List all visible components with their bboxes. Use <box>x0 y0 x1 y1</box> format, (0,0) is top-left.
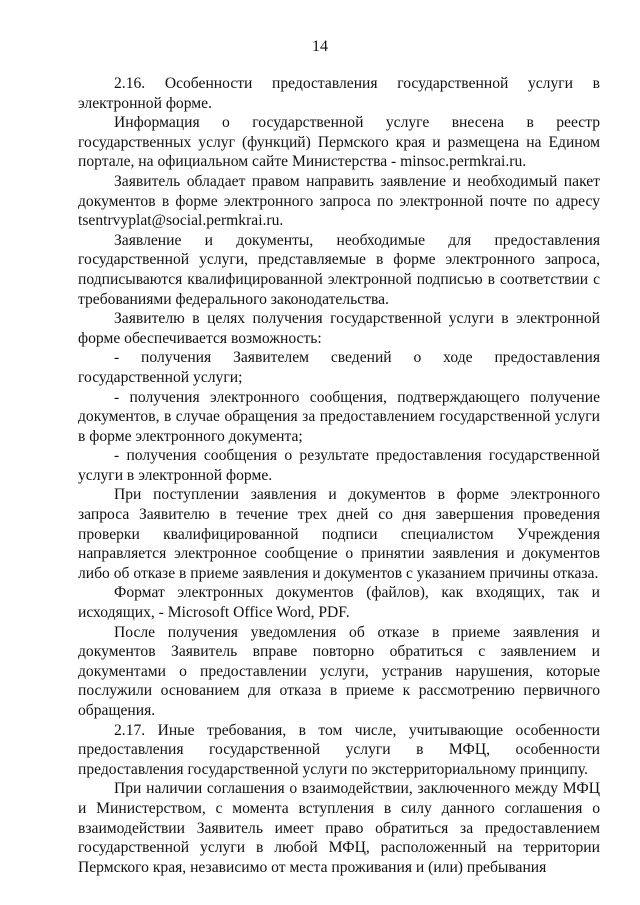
paragraph-reapplication: После получения уведомления об отказе в приеме заявления и документов Заявитель вправе повторно обратиться с заявлением и документами о предоставлении услуги, устранив нарушения, которые послужили основанием для отказа в приеме к рассмотрению первичного обращения. <box>78 623 600 719</box>
section-2-17-heading: 2.17. Иные требования, в том числе, учитывающие особенности предоставления государственной услуги в МФЦ, особенности предоставления государственной услуги по экстерриториальному принципу. <box>78 721 600 778</box>
paragraph-file-formats: Формат электронных документов (файлов), как входящих, так и исходящих, - Microsoft Office Word, PDF. <box>78 584 600 622</box>
paragraph-electronic-signature: Заявление и документы, необходимые для предоставления государственной услуги, представляемые в форме электронного запроса, подписываются квалифицированной электронной подписью в соответствии с требованиями федерального законодательства. <box>78 231 600 308</box>
list-item-result-message: - получения сообщения о результате предоставления государственной услуги в электронной форме. <box>78 447 600 484</box>
paragraph-capabilities-intro: Заявителю в целях получения государственной услуги в электронной форме обеспечивается возможность: <box>78 310 600 347</box>
paragraph-registry-info: Информация о государственной услуге внесена в реестр государственных услуг (функций) Пермского края и размещена на Едином портале, на официальном сайте Министерства - minsoc.permkrai.ru. <box>78 114 600 171</box>
paragraph-acceptance-notice: При поступлении заявления и документов в форме электронного запроса Заявителю в течение трех дней со дня завершения проведения проверки квалифицированной подписи специалистом Учреждения направляется электронное сообщение о принятии заявления и документов либо об отказе в приеме заявления и документов с указанием причины отказа. <box>78 486 600 582</box>
list-item-receipt-confirmation: - получения электронного сообщения, подтверждающего получение документов, в случае обращения за предоставлением государственной услуги в форме электронного документа; <box>78 388 600 445</box>
paragraph-mfc-agreement: При наличии соглашения о взаимодействии, заключенного между МФЦ и Министерством, с момента вступления в силу данного соглашения о взаимодействии Заявитель имеет право обратиться за предоставлением государственной услуги в любой МФЦ, расположенный на территории Пермского края, независимо от места проживания и (или) пребывания <box>78 780 600 876</box>
document-body <box>78 74 600 877</box>
list-item-progress-info: - получения Заявителем сведений о ходе предоставления государственной услуги; <box>78 349 600 386</box>
paragraph-email-submission: Заявитель обладает правом направить заявление и необходимый пакет документов в форме электронного запроса по электронной почте по адресу tsentrvyplat@social.permkrai.ru. <box>78 172 600 230</box>
page-number: 14 <box>312 38 328 55</box>
section-2-16-heading: 2.16. Особенности предоставления государственной услуги в электронной форме. <box>78 75 600 112</box>
